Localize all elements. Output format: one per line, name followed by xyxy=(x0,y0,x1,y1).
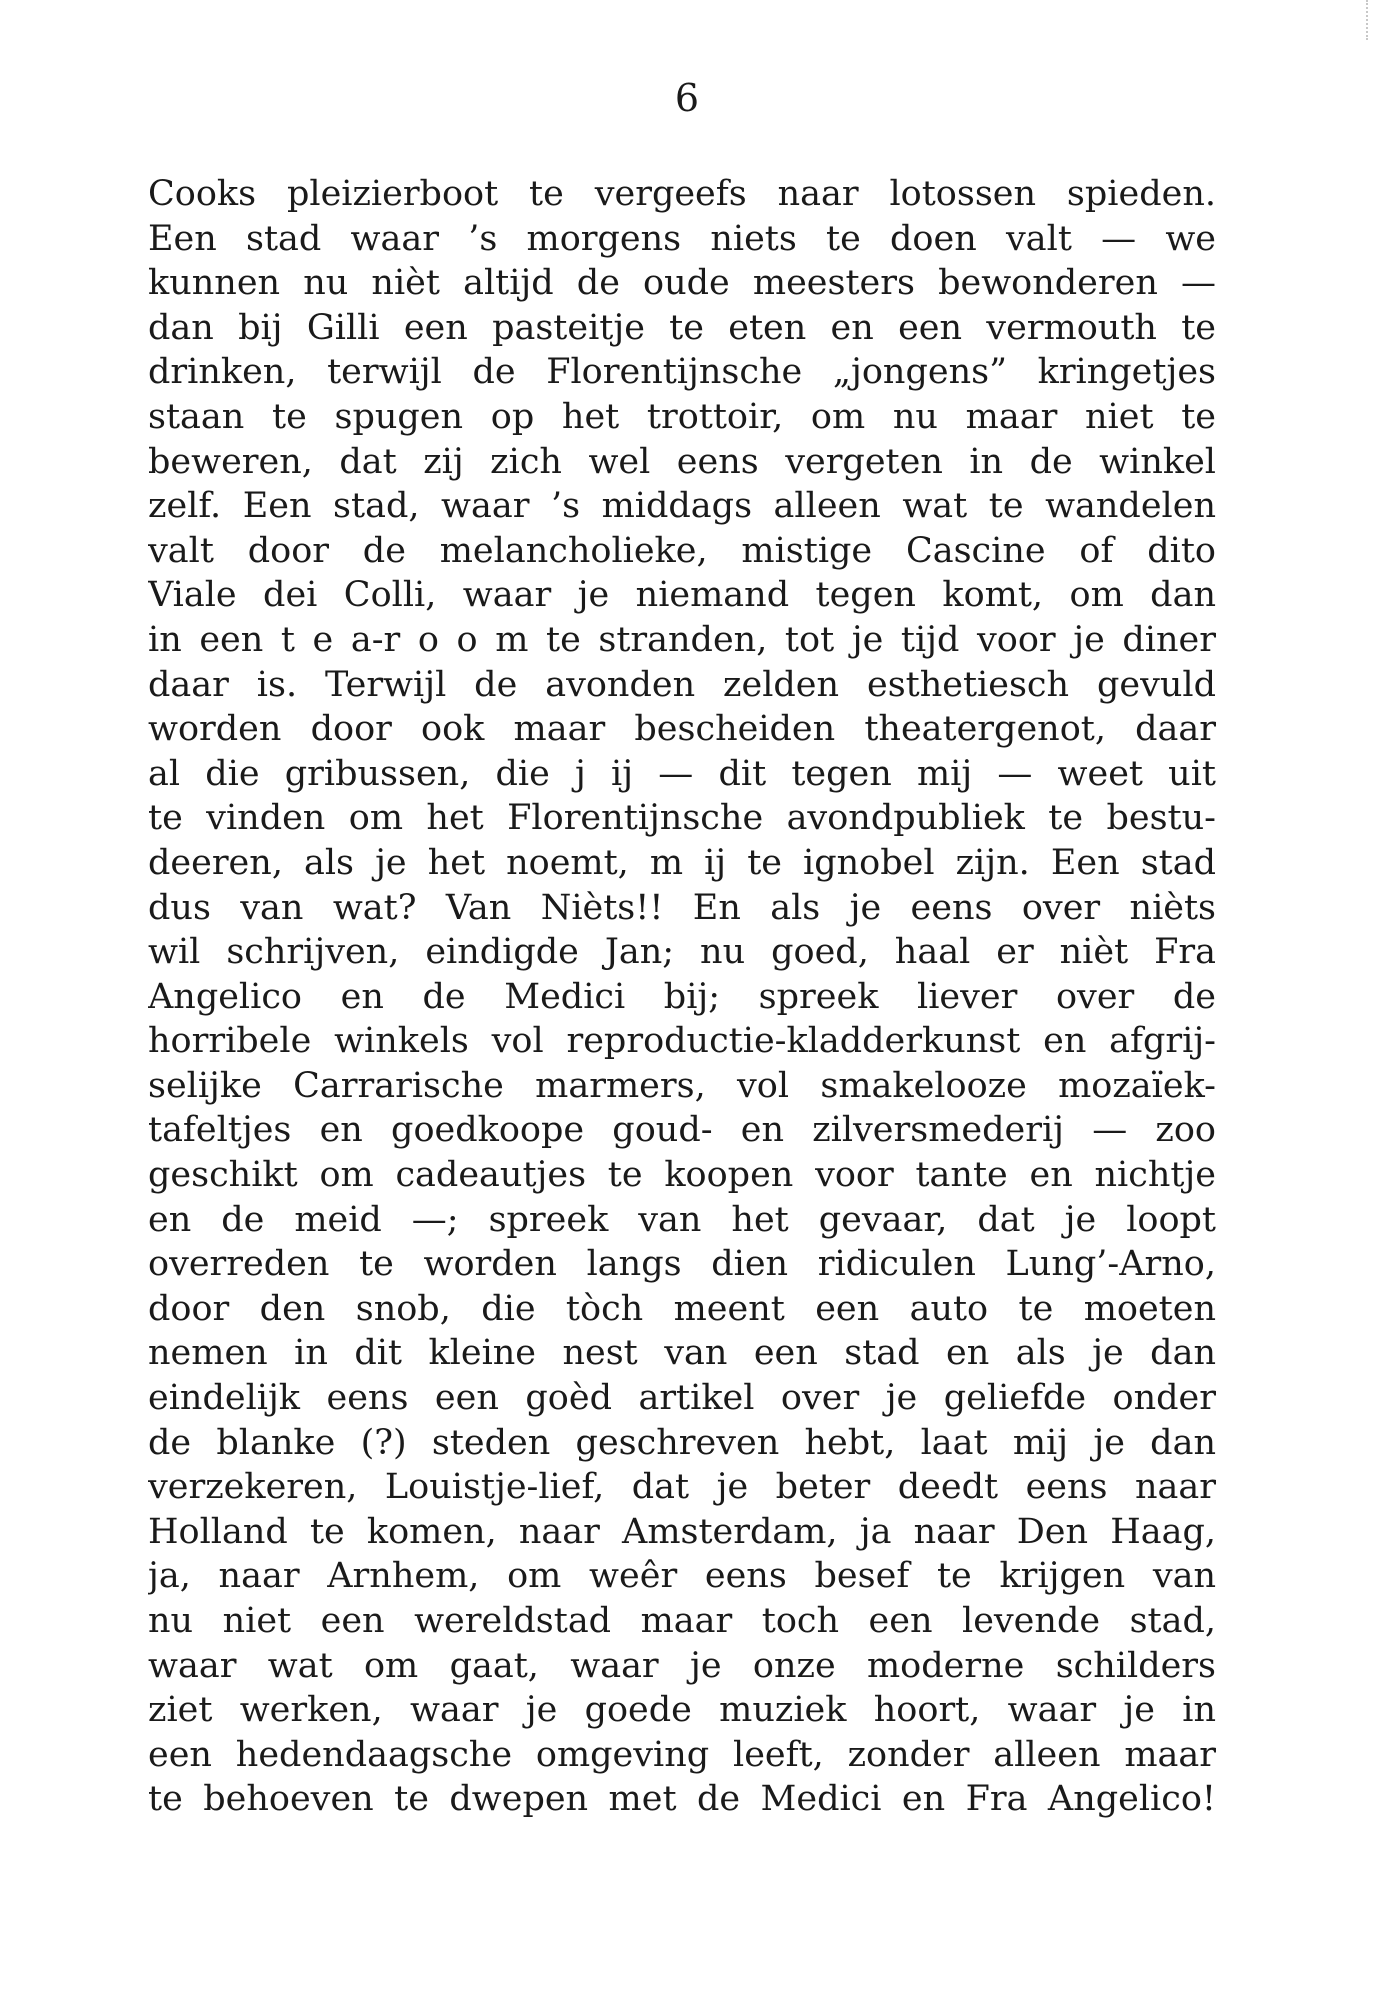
text-line: horribele winkels vol reproductie-kladderkunst en afgrij- xyxy=(148,1021,1216,1062)
text-line: door den snob, die tòch meent een auto te moeten xyxy=(148,1288,1216,1329)
text-line: een hedendaagsche omgeving leeft, zonder alleen maar xyxy=(148,1734,1216,1775)
text-line: valt door de melancholieke, mistige Cascine of dito xyxy=(148,530,1216,571)
text-line: staan te spugen op het trottoir, om nu maar niet te xyxy=(148,396,1216,437)
text-line: nu niet een wereldstad maar toch een levende stad, xyxy=(148,1601,1216,1641)
page-number: 6 xyxy=(674,76,700,120)
text-line: geschikt om cadeautjes te koopen voor tante en nichtje xyxy=(148,1155,1216,1196)
text-line: dus van wat? Van Nièts!! En als je eens over nièts xyxy=(148,887,1216,928)
text-line: te behoeven te dwepen met de Medici en Fra Angelico! xyxy=(148,1779,1216,1820)
text-line: overreden te worden langs dien ridiculen Lung’-Arno, xyxy=(148,1244,1216,1285)
text-line: drinken, terwijl de Florentijnsche „jongens” kringetjes xyxy=(148,352,1216,393)
text-line: ja, naar Arnhem, om weêr eens besef te krijgen van xyxy=(148,1556,1216,1597)
text-line: Een stad waar ’s morgens niets te doen valt — we xyxy=(148,218,1216,259)
text-line: zelf. Een stad, waar ’s middags alleen wat te wandelen xyxy=(148,486,1216,527)
text-line: deeren, als je het noemt, m ij te ignobel zijn. Een stad xyxy=(148,842,1216,883)
text-line: beweren, dat zij zich wel eens vergeten in de winkel xyxy=(148,441,1216,482)
text-line: verzekeren, Louistje-lief, dat je beter deedt eens naar xyxy=(148,1467,1216,1508)
text-line: nemen in dit kleine nest van een stad en als je dan xyxy=(148,1333,1216,1374)
text-line: al die gribussen, die j ij — dit tegen mij — weet uit xyxy=(148,753,1216,794)
text-line: en de meid —; spreek van het gevaar, dat je loopt xyxy=(148,1199,1216,1240)
text-line: wil schrijven, eindigde Jan; nu goed, haal er nièt Fra xyxy=(148,932,1216,973)
text-line: ziet werken, waar je goede muziek hoort, waar je in xyxy=(148,1690,1216,1731)
text-line: selijke Carrarische marmers, vol smakelooze mozaïek- xyxy=(148,1065,1216,1106)
text-line: Holland te komen, naar Amsterdam, ja naar Den Haag, xyxy=(148,1511,1216,1552)
text-line: Viale dei Colli, waar je niemand tegen komt, om dan xyxy=(148,575,1216,616)
body-text xyxy=(148,172,1216,1822)
text-line: waar wat om gaat, waar je onze moderne schilders xyxy=(148,1645,1216,1686)
text-line: te vinden om het Florentijnsche avondpubliek te bestu- xyxy=(148,798,1216,839)
text-line: Cooks pleizierboot te vergeefs naar lotossen spieden. xyxy=(148,174,1216,214)
text-line: dan bij Gilli een pasteitje te eten en een vermouth te xyxy=(148,307,1216,348)
text-line: de blanke (?) steden geschreven hebt, laat mij je dan xyxy=(148,1422,1216,1463)
text-line: kunnen nu nièt altijd de oude meesters bewonderen — xyxy=(148,263,1216,304)
text-line: in een t e a-r o o m te stranden, tot je tijd voor je diner xyxy=(148,619,1216,660)
text-line: worden door ook maar bescheiden theatergenot, daar xyxy=(148,709,1216,750)
scan-edge-mark xyxy=(1364,0,1368,40)
text-line: tafeltjes en goedkoope goud- en zilversmederij — zoo xyxy=(148,1110,1216,1151)
text-line: daar is. Terwijl de avonden zelden esthetiesch gevuld xyxy=(148,664,1216,705)
text-line: Angelico en de Medici bij; spreek liever over de xyxy=(148,976,1216,1017)
text-line: eindelijk eens een goèd artikel over je geliefde onder xyxy=(148,1378,1216,1419)
